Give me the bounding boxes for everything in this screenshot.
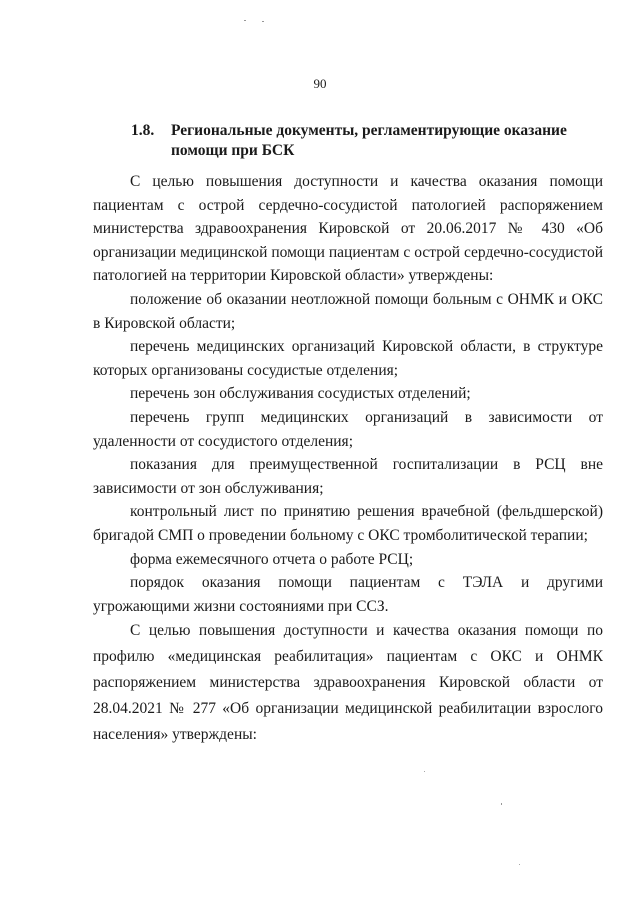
paragraph: порядок оказания помощи пациентам с ТЭЛА и другими угрожающими жизни состояниями при ССЗ. (93, 574, 603, 615)
paragraph: контрольный лист по принятию решения врачебной (фельдшерской) бригадой СМП о проведении больному с ОКС тромболитической терапии; (93, 503, 603, 544)
section-heading (131, 121, 611, 161)
paragraph: форма ежемесячного отчета о работе РСЦ; (130, 550, 414, 568)
paragraph: перечень зон обслуживания сосудистых отделений; (130, 385, 471, 403)
paragraph: перечень медицинских организаций Кировской области, в структуре которых организованы сосудистые отделения; (93, 338, 603, 379)
section-number: 1.8. (131, 122, 155, 139)
paragraph: положение об оказании неотложной помощи больным с ОНМК и ОКС в Кировской области; (93, 290, 603, 332)
scan-speck (262, 21, 264, 22)
paragraph: С целью повышения доступности и качества оказания помощи пациентам с острой сердечно-сосудистой патологией распоряжением министерства здравоохранения Кировской от 20.06.2017 № 430 «Об организации медицинской помощи пациентам с острой сердечно-сосудистой патологией на территории Кировской области» утверждены: (93, 173, 603, 285)
paragraph: показания для преимущественной госпитализации в РСЦ вне зависимости от зон обслуживания; (93, 456, 603, 497)
document-body (93, 170, 603, 748)
section-title: Региональные документы, регламентирующие оказание помощи при БСК (171, 122, 567, 159)
page-number: 90 (313, 76, 327, 91)
paragraph: С целью повышения доступности и качества оказания помощи по профилю «медицинская реабилитация» пациентам с ОКС и ОНМК распоряжением министерства здравоохранения Кировской области от 28.04.2021 № 277 «Об организации медицинской реабилитации взрослого населения» утверждены: (93, 622, 603, 744)
scan-speck (424, 771, 425, 772)
paragraph: перечень групп медицинских организаций в зависимости от удаленности от сосудистого отделения; (93, 408, 603, 450)
scan-speck (501, 803, 502, 805)
scan-speck (519, 864, 520, 865)
scan-speck (244, 20, 246, 21)
